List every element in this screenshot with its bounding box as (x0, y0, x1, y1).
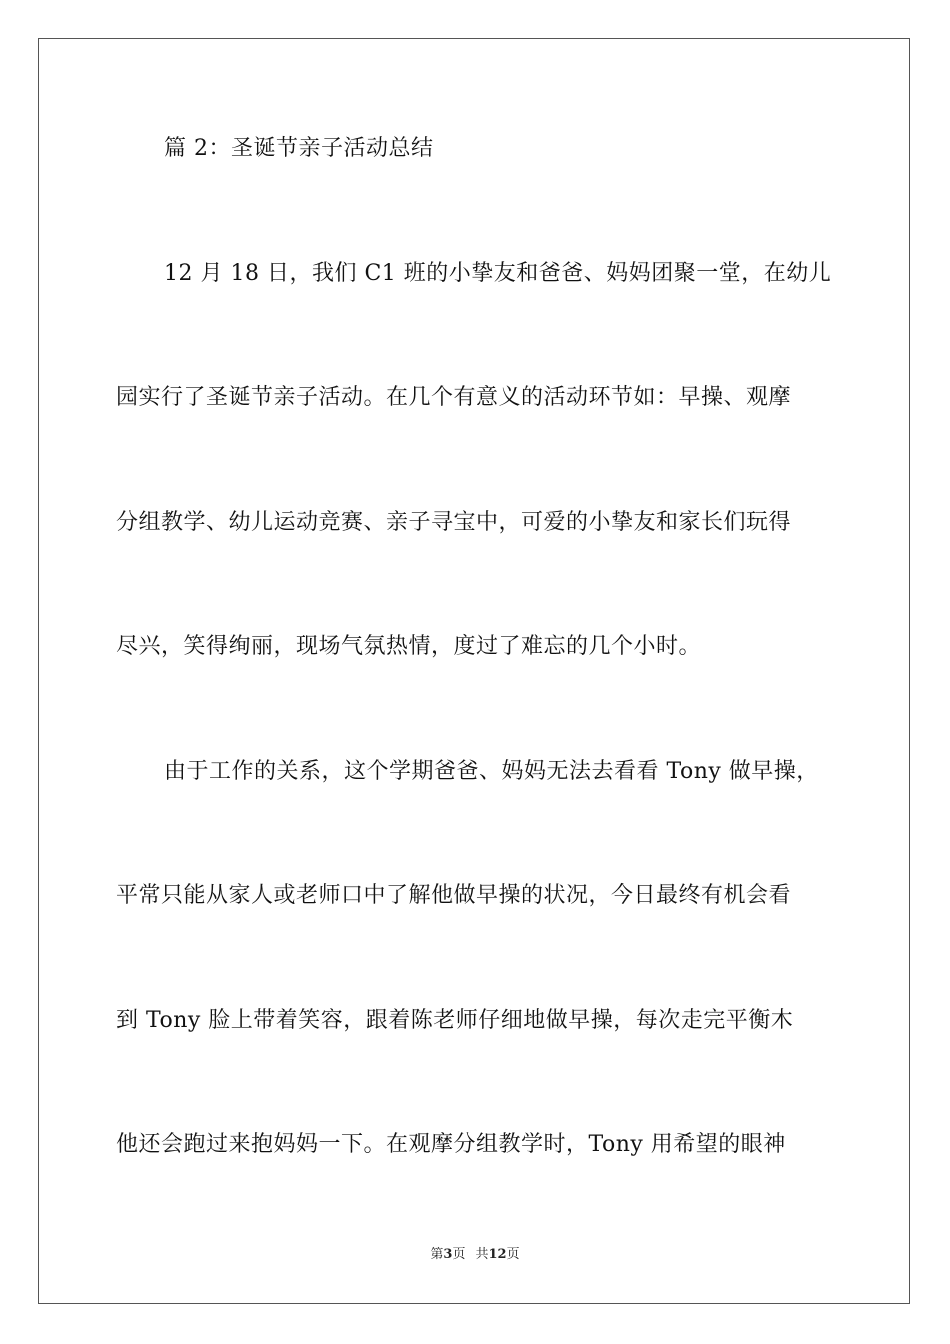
paragraph-2-line-1: 由于工作的关系，这个学期爸爸、妈妈无法去看看 Tony 做早操， (164, 759, 819, 784)
paragraph-2-line-2: 平常只能从家人或老师口中了解他做早操的状况，今日最终有机会看 (116, 883, 792, 908)
paragraph-2-line-4: 他还会跑过来抱妈妈一下。在观摩分组教学时，Tony 用希望的眼神 (116, 1132, 786, 1157)
total-page-number: 12 (488, 1247, 507, 1262)
current-page-number: 3 (443, 1247, 453, 1262)
page-prefix: 第 (430, 1247, 444, 1262)
paragraph-1-line-3: 分组教学、幼儿运动竞赛、亲子寻宝中，可爱的小挚友和家长们玩得 (116, 510, 792, 535)
total-suffix: 页 (506, 1247, 520, 1262)
page-suffix: 页 (452, 1247, 466, 1262)
paragraph-1-line-4: 尽兴，笑得绚丽，现场气氛热情，度过了难忘的几个小时。 (116, 634, 702, 659)
section-heading: 篇 2：圣诞节亲子活动总结 (164, 136, 434, 161)
page-footer (0, 1246, 950, 1264)
paragraph-2-line-3: 到 Tony 脸上带着笑容，跟着陈老师仔细地做早操，每次走完平衡木 (116, 1008, 794, 1033)
paragraph-1-line-2: 园实行了圣诞节亲子活动。在几个有意义的活动环节如：早操、观摩 (116, 385, 792, 410)
total-prefix: 共 (475, 1247, 489, 1262)
paragraph-1-line-1: 12 月 18 日，我们 C1 班的小挚友和爸爸、妈妈团聚一堂，在幼儿 (164, 261, 832, 286)
page-frame (38, 38, 910, 1304)
